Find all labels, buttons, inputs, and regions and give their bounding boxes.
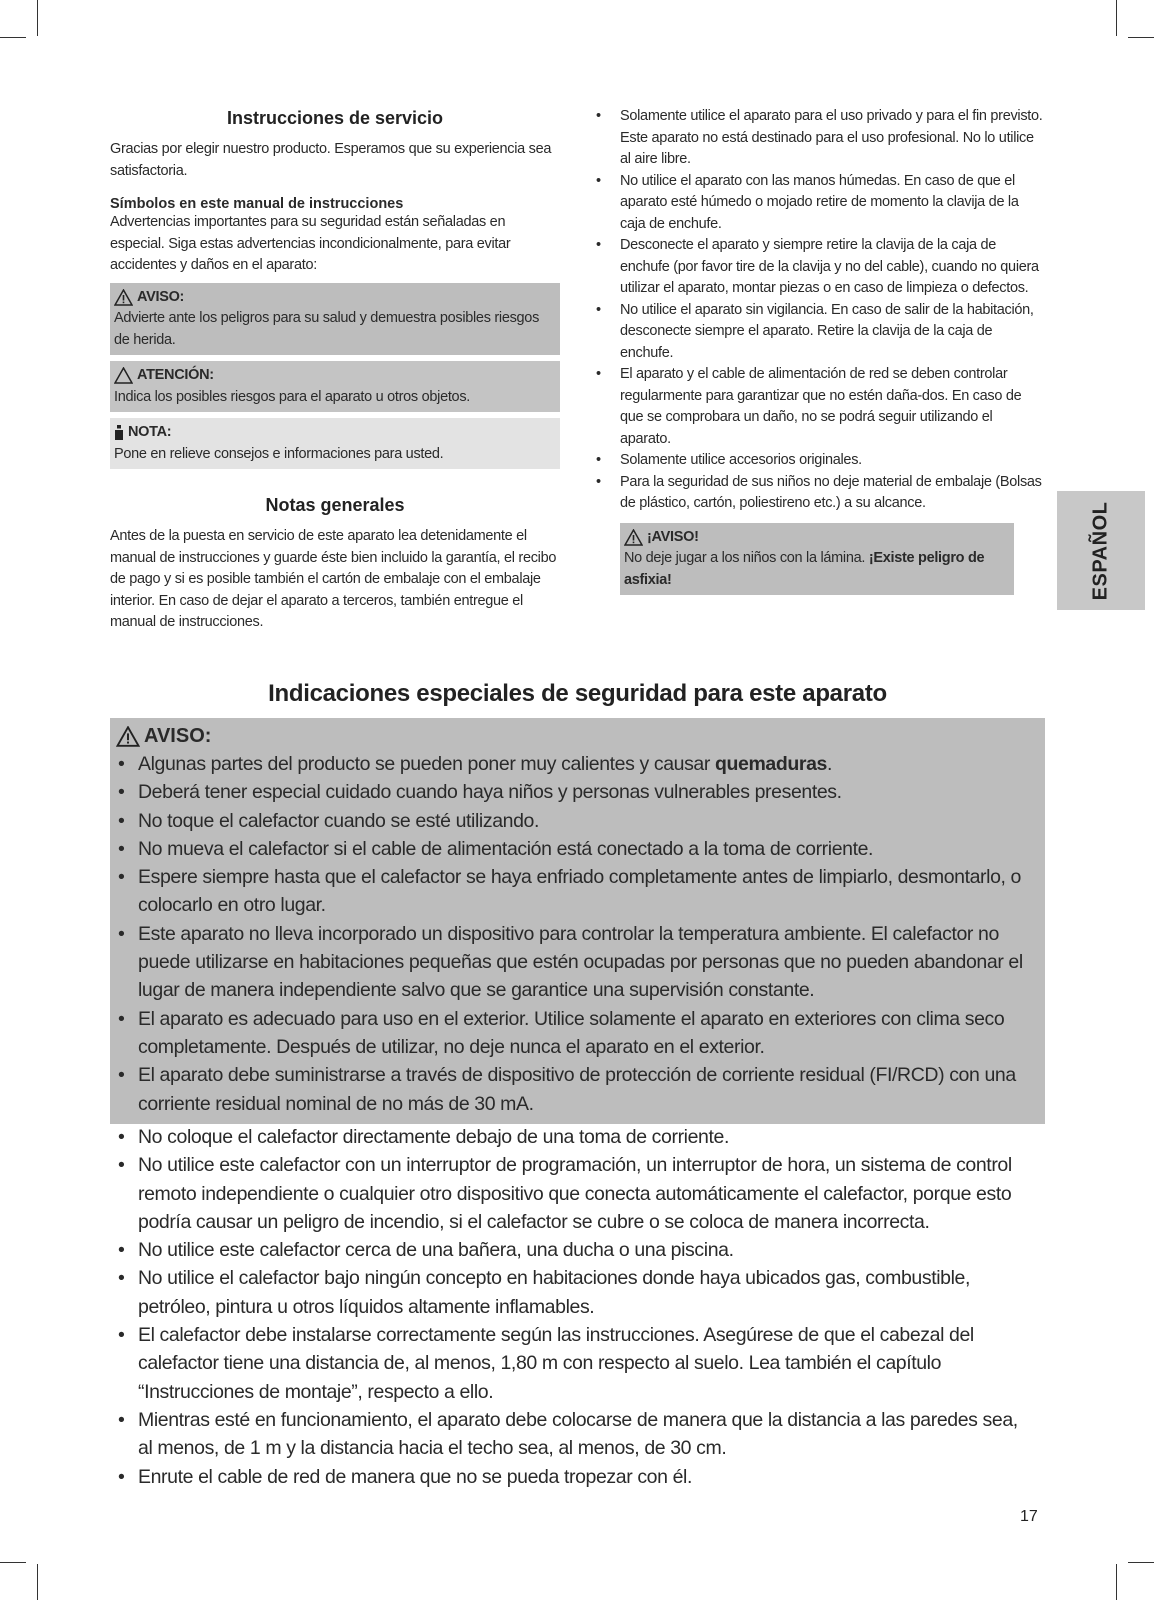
list-item: • Mientras esté en funcionamiento, el aparato debe colocarse de manera que la distancia a las paredes sea, al menos, de 1 m y la distancia hacia el techo sea, al menos, de 30 cm. — [118, 1408, 1018, 1460]
aviso-text: Advierte ante los peligros para su salud y demuestra posibles riesgos de herida. — [114, 310, 540, 348]
aviso-box — [110, 283, 560, 356]
special-boxed-list — [110, 750, 1045, 1118]
nota-heading — [114, 422, 554, 444]
crop-mark — [37, 0, 38, 36]
crop-mark — [1116, 1564, 1117, 1600]
left-column — [110, 100, 560, 634]
list-item: • El calefactor debe instalarse correctamente según las instrucciones. Asegúrese de que el cabezal del calefactor tiene una distancia de, al menos, 1,80 m con respecto al suelo. Lea también el capítulo “Instrucciones de montaje”, respecto a ello. — [118, 1324, 974, 1403]
crop-mark — [37, 1564, 38, 1600]
aviso-title: AVISO: — [137, 288, 185, 305]
aviso-asfixia-heading — [624, 527, 1008, 549]
list-item: • Deberá tener especial cuidado cuando haya niños y personas vulnerables presentes. — [118, 781, 842, 804]
list-item: • El aparato es adecuado para uso en el exterior. Utilice solamente el aparato en exteriores con clima seco completamente. Después de utilizar, no deje nunca el aparato en el exterior. — [118, 1007, 1005, 1058]
right-column — [594, 106, 1044, 595]
crop-mark — [1128, 1562, 1154, 1563]
list-item: • Espere siempre hasta que el calefactor se haya enfriado completamente antes de limpiarlo, desmontarlo, o colocarlo en otro lugar. — [118, 866, 1021, 917]
language-side-tab — [1057, 491, 1145, 610]
aviso-asfixia-box — [620, 523, 1014, 596]
page-number: 17 — [1020, 1508, 1038, 1525]
list-item: • Desconecte el aparato y siempre retire la clavija de la caja de enchufe (por favor tire de la clavija y no del cable), cuando no quiera utilizar el aparato, montar piezas o en caso de limpieza o defectos. — [596, 237, 1039, 296]
list-item: • No utilice el aparato sin vigilancia. En caso de salir de la habitación, desconecte siempre el aparato. Retire la clavija de la caja de enchufe. — [596, 301, 1034, 361]
notas-text: Antes de la puesta en servicio de este aparato lea detenidamente el manual de instrucciones y guarde éste bien incluido la garantía, el recibo de pago y si es posible también el cartón de embalaje con el embalaje interior. En caso de dejar el aparato a terceros, también entregue el manual de instrucciones. — [110, 528, 557, 630]
aviso-heading — [114, 287, 554, 309]
list-item: • No utilice este calefactor con un interruptor de programación, un interruptor de hora, un sistema de control remoto independiente o cualquier otro dispositivo que conecta automáticamente el calefactor, porque esto podría causar un peligro de incendio, si el calefactor se cubre o se coloca de manera incorrecta. — [118, 1154, 1012, 1233]
list-item: • Algunas partes del producto se pueden poner muy calientes y causar quemaduras. — [118, 753, 832, 775]
atencion-text: Indica los posibles riesgos para el aparato u otros objetos. — [114, 388, 470, 405]
special-plain-list — [110, 1123, 1045, 1491]
list-item: • Este aparato no lleva incorporado un dispositivo para controlar la temperatura ambiente. El calefactor no puede utilizarse en habitaciones pequeñas que estén ocupadas por personas que no pueden abandonar el lugar de manera independiente salvo que se garantice una supervisión constante. — [118, 922, 1023, 1002]
warning-triangle-icon — [116, 726, 140, 747]
list-item: • El aparato debe suministrarse a través de dispositivo de protección de corriente residual (FI/RCD) con una corriente residual nominal de no más de 30 mA. — [118, 1064, 1016, 1115]
warning-triangle-icon — [624, 529, 643, 546]
language-label: ESPAÑOL — [1089, 501, 1112, 600]
aviso-asfixia-bold: ¡Existe peligro de asfixia! — [624, 550, 985, 588]
list-item: • No utilice este calefactor cerca de una bañera, una ducha o una piscina. — [118, 1239, 734, 1262]
aviso-asfixia-title: ¡AVISO! — [647, 528, 699, 545]
symbols-heading: Símbolos en este manual de instrucciones — [110, 196, 404, 212]
crop-mark — [1116, 0, 1117, 36]
right-bullet-list — [594, 106, 1044, 515]
list-item: • Enrute el cable de red de manera que no se pueda tropezar con él. — [118, 1465, 692, 1488]
crop-mark — [0, 1562, 26, 1563]
special-aviso-heading — [110, 722, 1045, 750]
special-aviso-title: AVISO: — [144, 725, 212, 747]
list-item: • No utilice el aparato con las manos húmedas. En caso de que el aparato esté húmedo o mojado retire de momento la clavija de la caja de enchufe. — [596, 172, 1019, 232]
atencion-heading — [114, 365, 554, 387]
list-item: • Para la seguridad de sus niños no deje material de embalaje (Bolsas de plástico, cartón, poliestireno etc.) a su alcance. — [596, 473, 1042, 511]
list-item: • No mueva el calefactor si el cable de alimentación está conectado a la toma de corriente. — [118, 837, 874, 860]
section-title-instrucciones: Instrucciones de servicio — [226, 108, 444, 128]
warning-triangle-icon — [114, 289, 133, 306]
list-item: • Solamente utilice accesorios originales. — [596, 452, 862, 468]
atencion-title: ATENCIÓN: — [137, 367, 214, 383]
crop-mark — [0, 37, 26, 38]
intro-text: Gracias por elegir nuestro producto. Esperamos que su experiencia sea satisfactoria. — [110, 141, 552, 179]
symbols-text: Advertencias importantes para su seguridad están señaladas en especial. Siga estas advertencias incondicionalmente, para evitar accidentes y daños en el aparato: — [110, 214, 511, 273]
list-item: • No coloque el calefactor directamente debajo de una toma de corriente. — [118, 1126, 729, 1148]
quemaduras-bold: quemaduras — [715, 753, 827, 775]
nota-text: Pone en relieve consejos e informaciones para usted. — [114, 445, 444, 462]
list-item: • El aparato y el cable de alimentación de red se deben controlar regularmente para garantizar que no estén daña-dos. En caso de que se comprobara un daño, no se podrá seguir utilizando el aparato. — [596, 366, 1022, 447]
nota-title: NOTA: — [128, 424, 172, 440]
atencion-box — [110, 361, 560, 412]
list-item: • No utilice el calefactor bajo ningún concepto en habitaciones donde haya ubicados gas, combustible, petróleo, pintura u otros líquidos altamente inflamables. — [118, 1267, 970, 1318]
special-plain-section — [110, 1123, 1045, 1491]
special-safety-title: Indicaciones especiales de seguridad para este aparato — [268, 680, 887, 707]
info-icon — [114, 424, 124, 441]
list-item: • Solamente utilice el aparato para el uso privado y para el fin previsto. Este aparato no está destinado para el uso profesional. No lo utilice al aire libre. — [596, 108, 1043, 167]
list-item: • No toque el calefactor cuando se esté utilizando. — [118, 809, 540, 832]
special-aviso-box — [110, 718, 1045, 1124]
crop-mark — [1128, 37, 1154, 38]
nota-box — [110, 418, 560, 469]
section-title-notas: Notas generales — [265, 495, 405, 515]
warning-triangle-outline-icon — [114, 367, 133, 384]
aviso-asfixia-text: No deje jugar a los niños con la lámina. ¡Existe peligro de asfixia! — [624, 550, 985, 588]
